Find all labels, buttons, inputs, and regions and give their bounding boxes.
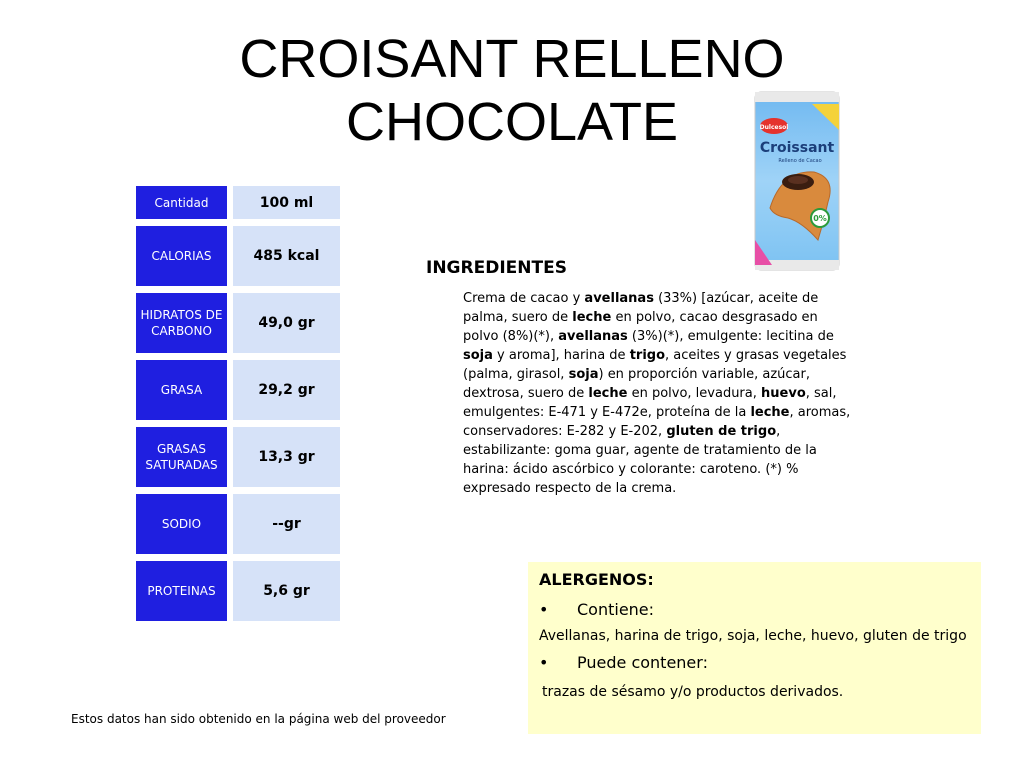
nutrition-label-hidratos: HIDRATOS DE CARBONO <box>136 293 227 353</box>
may-contain-bullet <box>539 653 708 672</box>
product-name: Croissant <box>759 140 835 156</box>
svg-text:0%: 0% <box>813 214 827 223</box>
product-package-image <box>752 90 842 272</box>
product-subtitle: Relleno de Cacao <box>778 158 822 164</box>
nutrition-label-grasas-saturadas: GRASAS SATURADAS <box>136 427 227 487</box>
title-line-2: CHOCOLATE <box>345 92 679 152</box>
nutrition-label-grasa: GRASA <box>136 360 227 420</box>
nutrition-label-sodio: SODIO <box>136 494 227 554</box>
nutrition-value-proteinas: 5,6 gr <box>233 561 340 621</box>
allergens-title: ALERGENOS: <box>539 570 654 589</box>
contains-bullet <box>539 600 654 619</box>
ingredient-allergen-word: leche <box>572 310 612 325</box>
may-contain-label: Puede contener: <box>577 653 708 672</box>
brand-name: Dulcesol <box>759 124 789 131</box>
ingredient-allergen-word: leche <box>588 386 628 401</box>
ingredients-text <box>463 289 855 498</box>
contains-text: Avellanas, harina de trigo, soja, leche, huevo, gluten de trigo <box>539 628 967 644</box>
ingredient-text-segment: en polvo, levadura, <box>627 386 762 401</box>
ingredient-allergen-word: huevo <box>761 386 806 401</box>
ingredient-text-segment: , aromas, conservadores: E-282 y E-202, <box>463 405 851 439</box>
ingredient-text-segment: , sal, emulgentes: E-471 y E-472e, proteína de la <box>463 386 837 420</box>
contains-label: Contiene: <box>577 600 655 619</box>
source-footnote: Estos datos han sido obtenido en la página web del proveedor <box>71 712 446 726</box>
nutrition-value-hidratos: 49,0 gr <box>233 293 340 353</box>
nutrition-value-sodio: --gr <box>233 494 340 554</box>
nutrition-label-calorias: CALORIAS <box>136 226 227 286</box>
ingredient-allergen-word: trigo <box>629 348 666 363</box>
ingredient-allergen-word: avellanas <box>584 291 654 306</box>
nutrition-label-cantidad: Cantidad <box>136 186 227 219</box>
ingredient-text-segment: , aceites y grasas vegetales (palma, girasol, <box>463 348 847 382</box>
bullet-dot: • <box>539 600 549 619</box>
nutrition-label-proteinas: PROTEINAS <box>136 561 227 621</box>
ingredient-allergen-word: soja <box>568 367 599 382</box>
ingredient-text-segment: (3%)(*), emulgente: lecitina de <box>627 329 834 344</box>
ingredient-allergen-word: avellanas <box>558 329 628 344</box>
nutrition-value-grasas-saturadas: 13,3 gr <box>233 427 340 487</box>
ingredient-text-segment: en polvo, cacao desgrasado en polvo (8%)(*), <box>463 310 818 344</box>
nutrition-value-calorias: 485 kcal <box>233 226 340 286</box>
bullet-dot: • <box>539 653 549 672</box>
allergens-box <box>528 562 981 734</box>
may-contain-text: trazas de sésamo y/o productos derivados. <box>542 684 844 700</box>
ingredient-text-segment: (33%) [azúcar, aceite de palma, suero de <box>463 291 819 325</box>
ingredient-text-segment: ) en proporción variable, azúcar, dextrosa, suero de <box>463 367 811 401</box>
ingredients-heading: INGREDIENTES <box>426 258 567 278</box>
ingredient-allergen-word: leche <box>750 405 790 420</box>
ingredient-allergen-word: gluten de trigo <box>666 424 777 439</box>
ingredient-text-segment: , estabilizante: goma guar, agente de tratamiento de la harina: ácido ascórbico y colorante: caroteno. (*) % expresado respecto de la crema. <box>463 424 817 496</box>
ingredient-allergen-word: soja <box>463 348 493 363</box>
title-line-1: CROISANT RELLENO <box>239 29 785 89</box>
ingredient-text-segment: Crema de cacao y <box>463 291 585 306</box>
nutrition-value-cantidad: 100 ml <box>233 186 340 219</box>
ingredient-text-segment: y aroma], harina de <box>492 348 630 363</box>
nutrition-value-grasa: 29,2 gr <box>233 360 340 420</box>
